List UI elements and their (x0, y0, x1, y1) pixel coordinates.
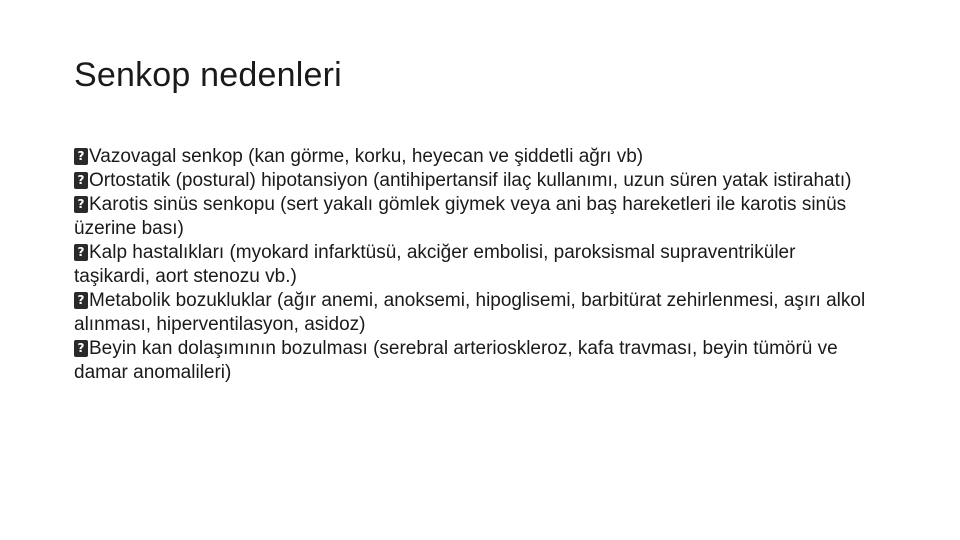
replacement-character-icon (74, 244, 88, 261)
slide-title: Senkop nedenleri (74, 56, 342, 94)
list-item (74, 241, 874, 289)
list-item-text: Karotis sinüs senkopu (sert yakalı gömlek giymek veya ani baş hareketleri ile karotis sinüs üzerine bası) (74, 194, 847, 239)
list-item (74, 169, 874, 193)
list-item (74, 337, 874, 385)
list-item-text: Kalp hastalıkları (myokard infarktüsü, akciğer embolisi, paroksismal supraventriküler taşikardi, aort stenozu vb.) (74, 242, 796, 287)
bullet-list (74, 145, 874, 385)
list-item-text: Ortostatik (postural) hipotansiyon (antihipertansif ilaç kullanımı, uzun süren yatak istirahatı) (89, 170, 852, 191)
list-item (74, 289, 874, 337)
replacement-character-icon (74, 340, 88, 357)
replacement-character-icon (74, 196, 88, 213)
list-item (74, 145, 874, 169)
list-item (74, 193, 874, 241)
list-item-text: Metabolik bozukluklar (ağır anemi, anoksemi, hipoglisemi, barbitürat zehirlenmesi, aşırı alkol alınması, hiperventilasyon, asidoz) (74, 290, 866, 335)
replacement-character-icon (74, 292, 88, 309)
replacement-character-icon (74, 148, 88, 165)
list-item-text: Vazovagal senkop (kan görme, korku, heyecan ve şiddetli ağrı vb) (89, 146, 644, 167)
list-item-text: Beyin kan dolaşımının bozulması (serebral arterioskleroz, kafa travması, beyin tümörü ve damar anomalileri) (74, 338, 838, 383)
replacement-character-icon (74, 172, 88, 189)
